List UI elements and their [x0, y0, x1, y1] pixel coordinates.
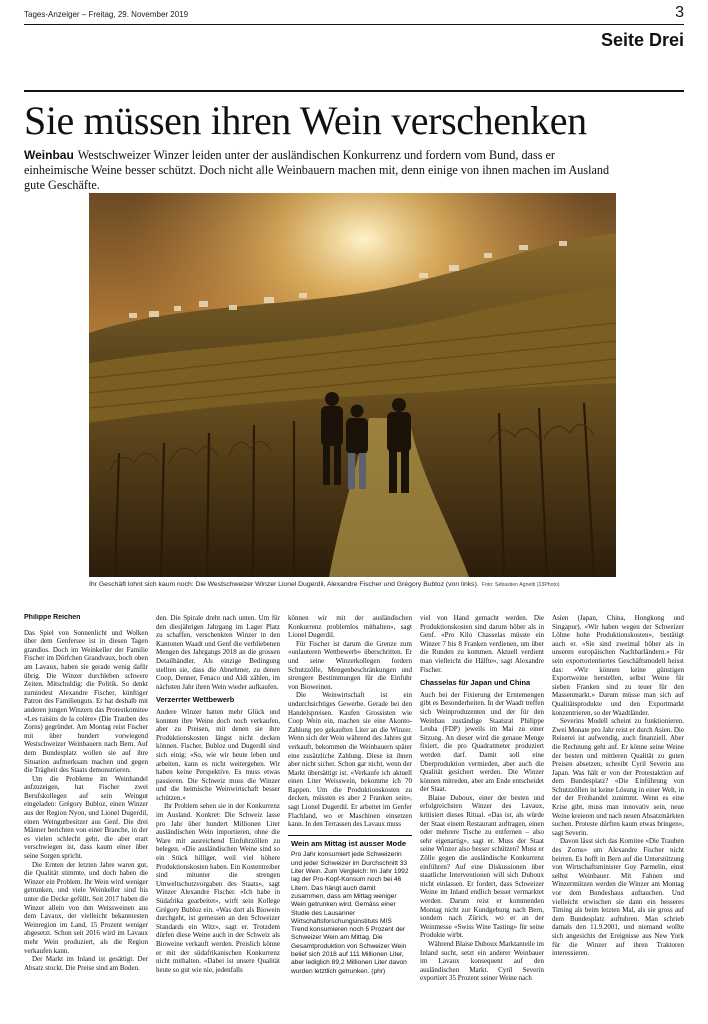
paragraph: Um die Probleme im Weinhandel aufzuzeigen, hat Fischer zwei Berufskollegen auf sein Weingut eingeladen: Grégory Bubloz, einen Winzer aus der Region Nyon, und Lionel Dugerdil, einen Weingutbesitzer aus Genf. Die drei Männer berichten von einer Branche, in der es vielen schlecht geht, die aber erart verschwiegen ist, dass kaum einer über seine Sorgen spricht. — [24, 774, 148, 861]
paragraph: Davon lässt sich das Komitee «Die Trauben des Zorns» um Alexandre Fischer nicht beirren. Es hofft in Bern auf die Unterstützung von Wirtschaftsminister Guy Parmelin, einst selbst Weinbauer. Mit Fahnen und Winzermützen werden die Winzer am Montag vor dem Bundeshaus auftauchen. Und vielleicht erwischen sie dann ein besseres Timing als beim letzten Mal, als sie gross auf dem Bundesplatz auftuhren. Man schrieb damals den 11.9.2001, und niemand wollte sich angesichts der Ereignisse aus New York für die Winzer auf ihren Traktoren interessieren. — [552, 837, 684, 958]
lead-kicker: Weinbau — [24, 148, 74, 162]
paragraph: Der Markt im Inland ist gesättigt. Der Absatz stockt. Die Preise sind am Boden. — [24, 955, 148, 972]
lead-text: Westschweizer Winzer leiden unter der ausländischen Konkurrenz und fordern vom Bund, dass er einheimische Weine besser schützt. Doch nicht alle Weinbauern machen mit, denn einige von ihnen machen im Ausland gute Geschäfte. — [24, 148, 610, 192]
paragraph: Andere Winzer hatten mehr Glück und konnten ihre Weine doch noch verkaufen, aber zu Preisen, mit denen sie ihre Produktionskosten längst nicht decken können. Fischer, Bubloz und Dugerdil sind sich einig: «So, wie wir heute leben und arbeiten, kann es nicht weitergehen. Wir haben keine Perspektive. Es muss etwas passieren. Die Schweiz muss die Winzer und die heimische Weinwirtschaft besser schützen.» — [156, 707, 280, 802]
page-number: 3 — [675, 4, 684, 21]
paragraph: Die Weinwirtschaft ist ein undurchsichtiges Gewerbe. Gerade bei den Handelspreisen. Kaufen Grossisten wie Coop Wein ein, machen sie eine Akonto-Zahlung pro gekauften Liter an die Winzer. Wenn sich der Wein während des Jahres gut verkauft, bekommen die Weinbauern später eine zusätzliche Zahlung. Diese ist ihnen aber nicht sicher. Schon gar nicht, wenn der Markt übersättigt ist. «Verkaufe ich aktuell einen Liter Weisswein, bekomme ich 70 Rappen. Um die Produktionskosten zu decken, müssten es aber 2 Franken sein», sagt Lionel Dugerdil. Er arbeitet im Genfer Flachland, wo er Maschinen einsetzen kann. In den Terrassen des Lavaux muss — [288, 691, 412, 829]
paragraph: Für Fischer ist darum die Grenze zum «unlauteren Wettbewerb» überschritten. Er und seine Winzerkollegen fordern Schutzzölle, Mengenbeschränkungen und strengere Bestimmungen für die Einfuhr von Bioweinen. — [288, 639, 412, 691]
paragraph: viel von Hand gemacht werden. Die Produktionskosten sind darum höher als in Genf. «Pro Kilo Chasselas müsste ein Winzer 7 bis 8 Franken verdienen, um über die Runden zu kommen. Aktuell verdient man vielleicht die Hälfte», sagt Alexandre Fischer. — [420, 614, 544, 674]
headline-rule — [24, 90, 684, 92]
paragraph: Während Blaise Duboux Marktanteile im Inland sucht, setzt ein anderer Weinbauer im Lavaux konsequent auf den ausländischen Markt. Cyril Severin exportiert 35 Prozent seiner Weine nach — [420, 939, 544, 983]
article-column-2 — [156, 614, 280, 1018]
article-column-3 — [288, 614, 412, 1018]
article-column-5 — [552, 614, 684, 1018]
photo-caption — [89, 581, 616, 588]
subheading: Verzerrter Wettbewerb — [156, 695, 235, 705]
paragraph: Severins Modell scheint zu funktionieren. Zwei Monate pro Jahr reist er durch Asien. Die Reiserei ist aufwendig, auch finanziell. Aber die Rechnung geht auf. Er könne seine Weine der besten und mittleren Qualität zu guten Preisen absetzen, schreibt Cyril Severin aus Japan. Was hält er von der Protestaktion auf dem Bundesplatz? «Die Einführung von Schutzzöllen ist keine Lösung in einer Welt, in der der Freihandel zunimmt. Wenn es eine Krise gibt, muss man innovativ sein, neue Weine kreieren und nach neuen Absatzmärkten suchen. Proteste dürften kaum etwas bringen», sagt Severin. — [552, 717, 684, 837]
top-rule — [24, 24, 684, 25]
article-column-1 — [24, 614, 148, 1018]
article-column-4 — [420, 614, 544, 1018]
caption-text: Ihr Geschäft lohnt sich kaum noch: Die Westschweizer Winzer Lionel Dugerdil, Alexandre Fischer und Grégory Bubloz (von links). — [89, 581, 479, 588]
paragraph: Blaise Duboux, einer der besten und erfolgreichsten Winzer des Lavaux, kritisiert dieses Ritual. «Das ist, als würde der Staat einem Restaurant auftragen, einen oder mehrere Tische zu entfernen – also sehr eigenartig», sagt er. Muss der Staat seine Winzer also besser schützen? Muss er Zölle gegen die ausländische Konkurrenz einführen? Auf eine Diskussionen über staatliche Interventionen will sich Duboux nicht einlassen. Er fordert, dass Schweizer Weine im Inland endlich besser vermarktet werden. Darum reist er kommenden Montag nicht zur Kundgebung nach Bern, sondern nach Zürich, wo er an der Weinmesse «Swiss Wine Tasting» für seine Produkte wirbt. — [420, 793, 544, 940]
paragraph: den. Die Spirale dreht nach unten. Um für den diesjährigen Jahrgang im Lager Platz zu schaffen, verschenkten Winzer in den Kantonen Waadt und Genf die verbliebenen Mengen des Jahrgangs 2018 an die grossen Detailhändler. Als einzige Bedingung stellten sie, dass die Abnehmer, zu denen Coop, Denner, Fenaco und Aldi zählen, im nächsten Jahr ihren Wein wieder aufkaufen. — [156, 614, 280, 691]
paragraph: Das Spiel von Sonnenlicht und Wolken über dem Genfersee ist in diesen Tagen grandios. Doch im Weinkeller der Familie Fischer im Dörfchen Grandvaux, hoch oben am Lavaux, haben sie gerade wenig dafür übrig. Die Winzer durchleben schwere Zeiten. Mitschuldig: die Politik. So denkt zumindest Alexandre Fischer, künftiger Patron des Familienguts. Er hat deshalb mit anderen jungen Winzern das Protestkomitee «Les raisins de la colère» (Die Trauben des Zorns) gegründet. Am Montag reist Fischer mit über hundert vorwiegend Westschweizer Weinbauern nach Bern. Auf dem Bundesplatz wollen sie auf ihre Situation aufmerksam machen und gegen die Trägheit des Staats demonstrieren. — [24, 628, 148, 775]
lead-paragraph — [24, 148, 622, 193]
info-box-text: Pro Jahr konsumiert jede Schweizerin und jeder Schweizer im Durchschnitt 33 Liter Wein. Zum Vergleich: Im Jahr 1992 lag der Pro-Kopf-Konsum noch bei 46 Litern. Das hängt auch damit zusammen, dass am Mittag weniger Wein getrunken wird. Gemäss einer Studie des Lausanner Wirtschaftsforschungsinstituts MIS Trend konsumieren noch 5 Prozent der Schweizer Wein am Mittag. Die Gesamtproduktion von Schweizer Wein belief sich 2018 auf 111 Millionen Liter, aber lediglich 89,2 Millionen Liter davon wurden letztlich getrunken. (phr) — [291, 851, 409, 975]
paragraph: Ihr Problem sehen sie in der Konkurrenz im Ausland. Konkret: Die Schweiz lasse pro Jahr über hundert Millionen Liter ausländischen Wein importieren, ohne die Ware mit ausreichend Einfuhrzöllen zu belegen. «Die ausländischen Weine sind so ein Stück billiger, weil viel höhere Produktionskosten haben. Ein Kostentreiber sind mitunter die strengen Umweltschutzvorgaben des Staats», sagt Winzer Alexandre Fischer. «Ich habe in Südafrika gearbeitet», wirft sein Kollege Grégory Bubloz ein. «Was dort als Biowein durchgeht, ist gemessen an den Schweizer Standards ein Witz», sagt er. Trotzdem dürfen diese Weine auch in der Schweiz als Bioweine verkauft werden. Preislich könne er mit der südafrikanischen Konkurrenz nicht mithalten. «Dabei ist unsere Qualität heute so gut wie nie, jedenfalls — [156, 802, 280, 974]
paragraph: Auch bei der Fixierung der Erntemengen gibt es Besonderheiten. In der Waadt treffen sich Weinproduzenten und der für den Weinbau zuständige Staatsrat Philippe Leuba (FDP) jeweils im Mai zu einer Sitzung. An dieser wird die genaue Menge fixiert, die pro Quadratmeter produziert werden darf. Damit soll eine Überproduktion vermieden, aber auch die Qualität gesichert werden. Die Winzer können mitreden, aber am Ende entscheidet der Staat. — [420, 690, 544, 794]
section-title: Seite Drei — [600, 30, 684, 50]
paragraph: Asien (Japan, China, Hongkong und Singapur). «Wir haben wegen der Schweizer Löhne hohe Produktionskosten», bestätigt auch er. «Sie sind zweimal höher als in unseren europäischen Nachbarländern.» Für sein exportorientiertes Geschäftsmodell heisst das: «Wir können keine günstigen Exportweine herstellen, selbst Weine für sieben Franken sind zu teuer für den Massenmarkt.» Darum müsse man sich auf Qualitätsprodukte und den Exportmarkt konzentrieren, so der Waadtländer. — [552, 614, 684, 717]
info-box — [288, 835, 412, 976]
paragraph: können wir mit der ausländischen Konkurrenz problemlos mithalten», sagt Lionel Dugerdil. — [288, 614, 412, 640]
vineyard-photo — [89, 193, 616, 577]
info-box-title: Wein am Mittag ist ausser Mode — [291, 838, 407, 848]
subheading: Chasselas für Japan und China — [420, 678, 531, 688]
paragraph: Die Ernten der letzten Jahre waren gut, die Qualität stimmte, und doch haben die Winzer ein Problem. Ihr Wein wird weniger getrunken, und viele Weinkeller sind bis unter die Decke gefüllt. Seit 2017 haben die Winzer allein von den Weissweinen aus dem Lavaux, der vielleicht bekanntesten Weinregion im Land, 15 Prozent weniger abgesetzt. Schon seit 2016 wird im Lavaux mehr Wein produziert, als die Region verkaufen kann. — [24, 860, 148, 955]
author-byline: Philippe Reichen — [24, 614, 81, 621]
headline: Sie müssen ihren Wein verschenken — [24, 98, 587, 143]
photo-credit: Foto: Sébastien Agnetti (13Photo) — [481, 582, 560, 588]
masthead: Tages-Anzeiger – Freitag, 29. November 2019 — [24, 10, 189, 19]
